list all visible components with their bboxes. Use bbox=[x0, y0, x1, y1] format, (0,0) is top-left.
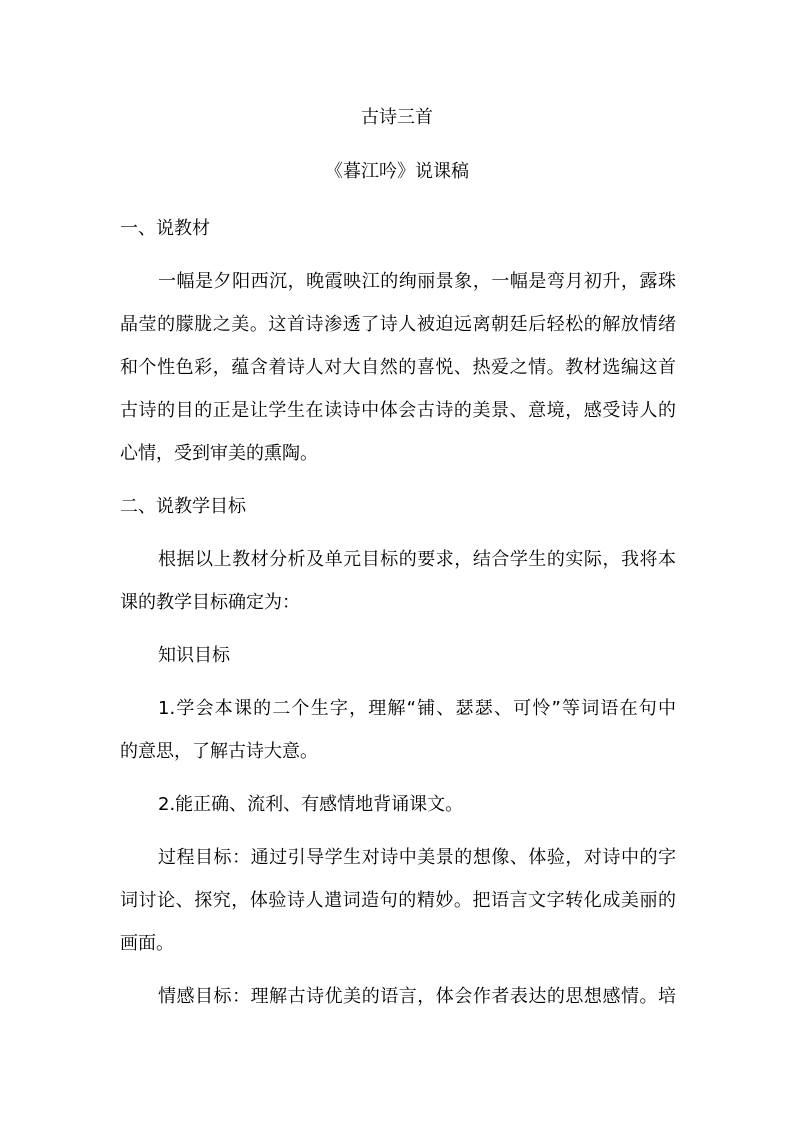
document-title: 古诗三首 bbox=[361, 107, 433, 128]
document-subtitle: 《暮江吟》说课稿 bbox=[325, 161, 469, 182]
paragraph-line: 一幅是夕阳西沉，晚霞映江的绚丽景象，一幅是弯月初升，露珠 bbox=[158, 271, 676, 292]
section-heading-teaching-material: 一、说教材 bbox=[120, 218, 210, 239]
paragraph-line: 古诗的目的正是让学生在读诗中体会古诗的美景、意境，感受诗人的 bbox=[120, 400, 676, 421]
knowledge-item-line: 2.能正确、流利、有感情地背诵课文。 bbox=[158, 794, 464, 815]
paragraph-line: 心情，受到审美的熏陶。 bbox=[120, 443, 318, 464]
section-heading-teaching-goals: 二、说教学目标 bbox=[120, 496, 246, 517]
knowledge-goal-heading: 知识目标 bbox=[158, 645, 230, 666]
process-goal-line: 过程目标：通过引导学生对诗中美景的想像、体验，对诗中的字 bbox=[158, 847, 676, 868]
paragraph-line: 根据以上教材分析及单元目标的要求，结合学生的实际，我将本 bbox=[158, 549, 676, 570]
knowledge-item-line: 1.学会本课的二个生字，理解“铺、瑟瑟、可怜”等词语在句中 bbox=[158, 698, 676, 719]
paragraph-line: 晶莹的朦胧之美。这首诗渗透了诗人被迫远离朝廷后轻松的解放情绪 bbox=[120, 314, 676, 335]
paragraph-line: 课的教学目标确定为： bbox=[120, 592, 300, 613]
process-goal-line: 词讨论、探究，体验诗人遣词造句的精妙。把语言文字转化成美丽的 bbox=[120, 890, 676, 911]
emotion-goal-line: 情感目标：理解古诗优美的语言，体会作者表达的思想感情。培 bbox=[158, 986, 676, 1007]
process-goal-line: 画面。 bbox=[120, 933, 174, 954]
paragraph-line: 和个性色彩，蕴含着诗人对大自然的喜悦、热爱之情。教材选编这首 bbox=[120, 357, 676, 378]
knowledge-item-line: 的意思，了解古诗大意。 bbox=[120, 741, 318, 762]
